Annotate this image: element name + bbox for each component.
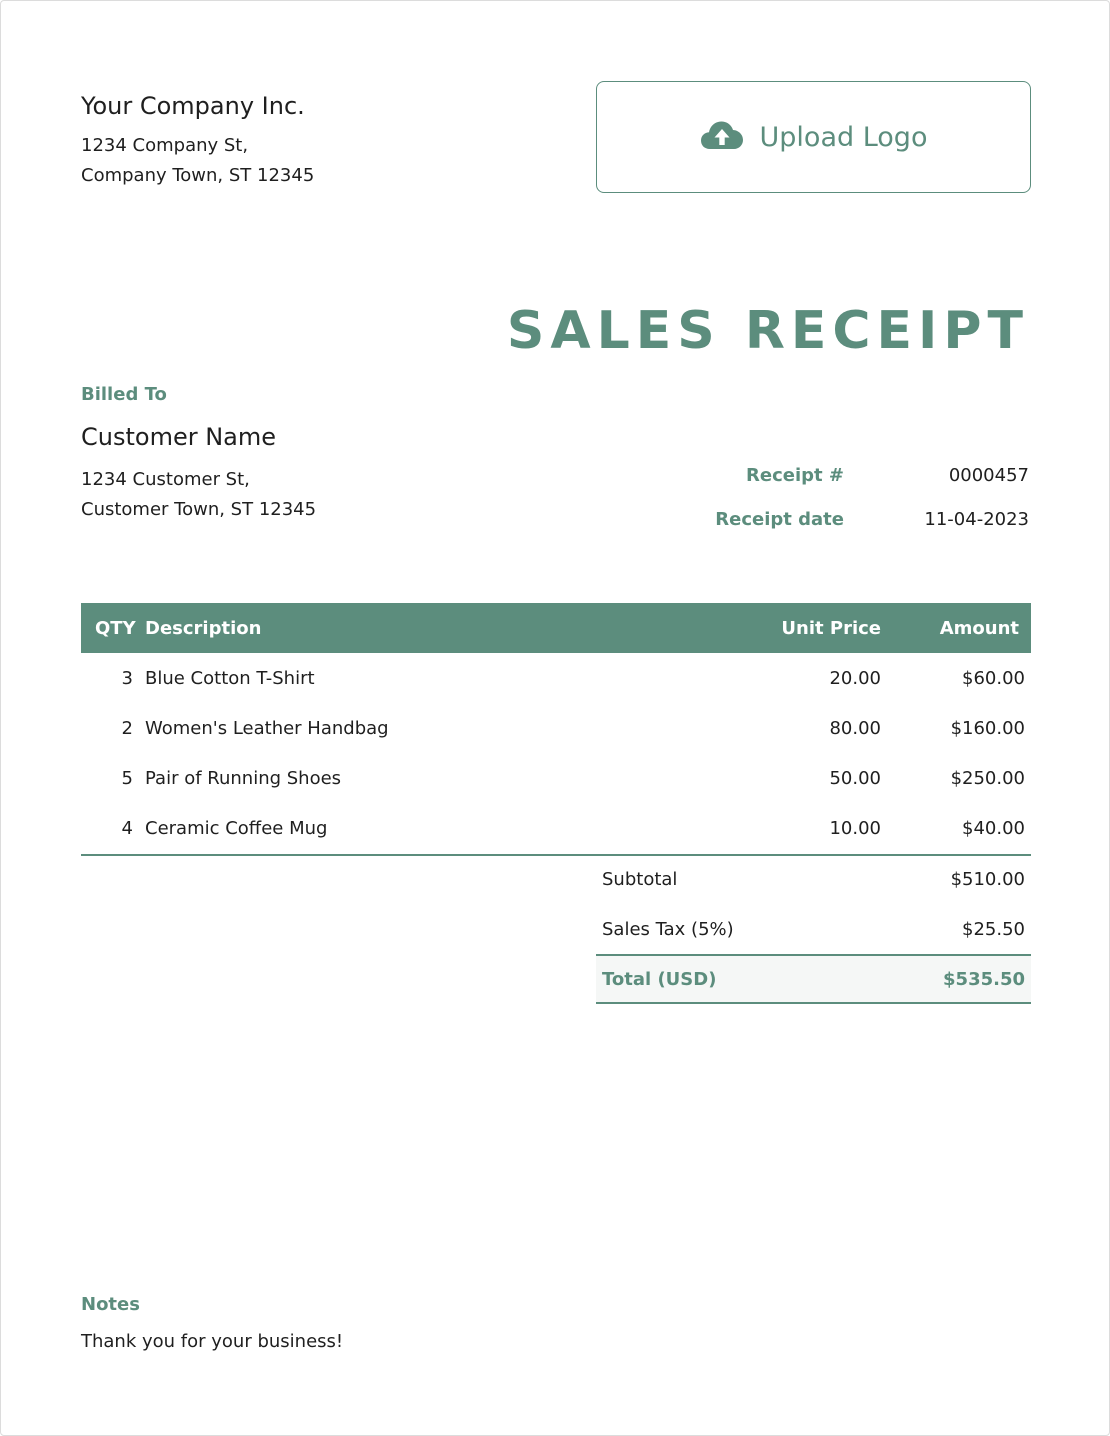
row-unit-price: 10.00: [829, 817, 881, 839]
company-name: Your Company Inc.: [81, 92, 305, 120]
header-unit-price: Unit Price: [781, 617, 881, 639]
totals-block: [596, 854, 1031, 1004]
row-amount: $60.00: [962, 667, 1025, 689]
total-label: Total (USD): [602, 968, 717, 990]
receipt-number-row: [614, 453, 1029, 497]
row-amount: $40.00: [962, 817, 1025, 839]
row-unit-price: 80.00: [829, 717, 881, 739]
notes-label: Notes: [81, 1294, 140, 1315]
cloud-upload-icon: [700, 120, 744, 154]
header-amount: Amount: [939, 617, 1019, 639]
row-qty: 2: [121, 717, 133, 739]
row-qty: 4: [121, 817, 133, 839]
customer-name: Customer Name: [81, 423, 277, 451]
row-amount: $250.00: [950, 767, 1025, 789]
row-unit-price: 20.00: [829, 667, 881, 689]
upload-logo-label: Upload Logo: [759, 121, 928, 153]
tax-row: [596, 904, 1031, 954]
row-qty: 5: [121, 767, 133, 789]
table-row: [81, 803, 1031, 853]
table-row: [81, 753, 1031, 803]
row-amount: $160.00: [950, 717, 1025, 739]
header-description: Description: [145, 617, 262, 639]
company-block: [81, 89, 314, 191]
subtotal-row: [596, 854, 1031, 904]
receipt-meta: [614, 453, 1029, 541]
row-unit-price: 50.00: [829, 767, 881, 789]
tax-label: Sales Tax (5%): [602, 918, 734, 940]
receipt-number-label: Receipt #: [746, 464, 844, 486]
header-qty: QTY: [95, 617, 136, 639]
receipt-date-row: [614, 497, 1029, 541]
customer-address: [81, 465, 316, 525]
total-bottom-rule: [596, 1002, 1031, 1004]
row-qty: 3: [121, 667, 133, 689]
row-description: Women's Leather Handbag: [145, 717, 389, 739]
company-address-line2: Company Town, ST 12345: [81, 165, 315, 186]
upload-logo-button[interactable]: [596, 81, 1031, 193]
table-row: [81, 653, 1031, 703]
total-row: [596, 956, 1031, 1002]
receipt-date-value: 11-04-2023: [924, 508, 1029, 530]
billed-to-block: [81, 383, 316, 525]
items-table-header: [81, 603, 1031, 653]
total-value: $535.50: [943, 968, 1025, 990]
receipt-number-value: 0000457: [948, 464, 1029, 486]
table-row: [81, 703, 1031, 753]
row-description: Blue Cotton T-Shirt: [145, 667, 315, 689]
subtotal-value: $510.00: [950, 868, 1025, 890]
customer-address-line1: 1234 Customer St,: [81, 469, 250, 490]
subtotal-label: Subtotal: [602, 868, 678, 890]
customer-address-line2: Customer Town, ST 12345: [81, 499, 317, 520]
notes-block: [81, 1293, 343, 1355]
company-address: [81, 131, 314, 191]
billed-to-label: Billed To: [81, 384, 167, 405]
document-title: SALES RECEIPT: [506, 301, 1029, 361]
receipt-date-label: Receipt date: [715, 508, 844, 530]
company-address-line1: 1234 Company St,: [81, 135, 249, 156]
items-table-body: [81, 653, 1031, 853]
row-description: Pair of Running Shoes: [145, 767, 342, 789]
notes-text: Thank you for your business!: [81, 1331, 344, 1352]
row-description: Ceramic Coffee Mug: [145, 817, 328, 839]
items-table: [81, 603, 1031, 856]
tax-value: $25.50: [962, 918, 1025, 940]
